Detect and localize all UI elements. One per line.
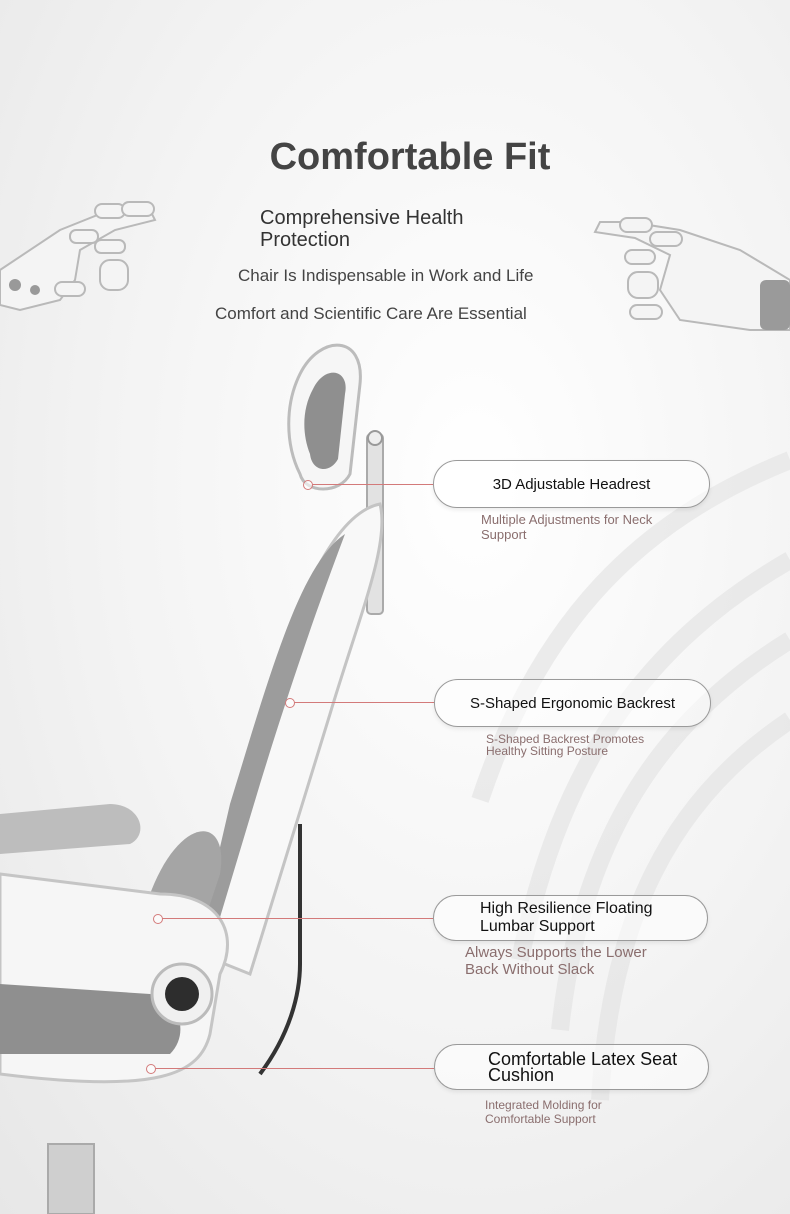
tagline-line-2: Comfort and Scientific Care Are Essential	[215, 304, 527, 323]
robot-hand-right-icon	[590, 210, 790, 340]
feature-seat-callout	[434, 1044, 709, 1090]
headrest-connector	[312, 484, 433, 485]
feature-backrest-callout	[434, 679, 711, 727]
tagline-line-1: Chair Is Indispensable in Work and Life	[238, 266, 534, 285]
seat-connector	[155, 1068, 434, 1069]
feature-lumbar-callout	[433, 895, 708, 941]
feature-lumbar-label: High Resilience Floating Lumbar Support	[480, 900, 653, 935]
page-title: Comfortable Fit	[269, 136, 551, 178]
page-subtitle: Comprehensive Health Protection	[260, 207, 464, 251]
feature-seat-label: Comfortable Latex Seat Cushion	[488, 1049, 678, 1085]
robot-hand-left-icon	[0, 190, 170, 330]
feature-backrest-label: S-Shaped Ergonomic Backrest	[469, 694, 676, 712]
feature-seat-description: Integrated Molding for Comfortable Support	[485, 1098, 602, 1126]
lumbar-marker	[153, 914, 163, 924]
feature-backrest-description: S-Shaped Backrest Promotes Healthy Sitting Posture	[486, 732, 645, 758]
feature-headrest-callout	[433, 460, 710, 508]
feature-headrest-description: Multiple Adjustments for Neck Support	[481, 512, 653, 542]
feature-headrest-label: 3D Adjustable Headrest	[492, 475, 651, 493]
headrest-marker	[303, 480, 313, 490]
seat-marker	[146, 1064, 156, 1074]
lumbar-connector	[162, 918, 433, 919]
backrest-marker	[285, 698, 295, 708]
feature-lumbar-description: Always Supports the Lower Back Without Slack	[465, 944, 647, 978]
backrest-connector	[294, 702, 434, 703]
